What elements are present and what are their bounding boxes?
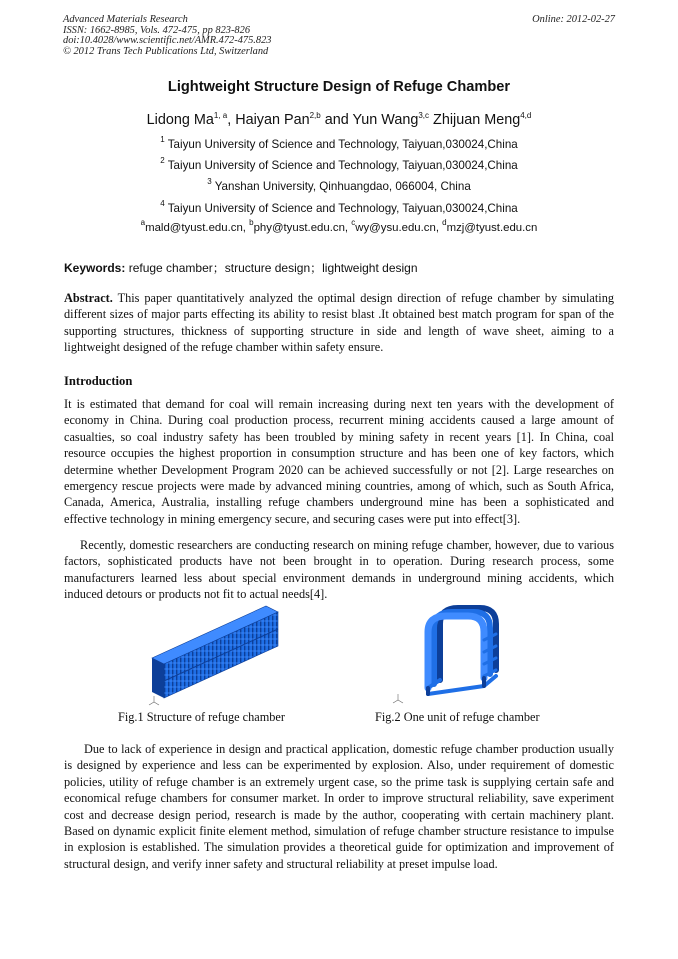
online-date: Online: 2012-02-27 — [532, 14, 615, 25]
affiliation-num: 4 — [160, 199, 165, 208]
author-sep: and — [320, 112, 353, 128]
keywords-text: refuge chamber；structure design；lightweight design — [125, 261, 418, 275]
author-name: Lidong Ma — [146, 112, 214, 128]
keywords — [64, 259, 616, 276]
intro-paragraph-2: Recently, domestic researchers are conducting research on mining refuge chamber, however, due to various factors, sophisticated products have not been brought in to operation. During research process, some manufacturers learned less about special environment demands in underground mining accidents, which induced detours or products not fit to actual needs[4]. — [64, 538, 614, 602]
author-name: Zhijuan Meng — [433, 112, 521, 128]
axis-triad-icon — [393, 694, 403, 703]
abstract-text: This paper quantitatively analyzed the optimal design direction of refuge chamber by simulating different sizes of major parts effecting its ability to resist blast .It obtained best match program for span of the supporting structures, thickness of supporting structure in side and length of wave sheet, aiming to a lightweight designed of the refuge chamber within safety ensure. — [64, 291, 614, 355]
email-link[interactable]: wy@ysu.edu.cn, — [355, 222, 443, 234]
abstract-label: Abstract. — [64, 291, 113, 305]
email-list — [0, 218, 678, 234]
affiliation — [0, 177, 678, 193]
author-sup: 1, a — [213, 111, 228, 120]
chamber-end-face — [152, 658, 164, 698]
email-sup: d — [442, 218, 447, 227]
email-link[interactable]: mzj@tyust.edu.cn — [446, 222, 538, 234]
author-name: Yun Wang — [352, 112, 419, 128]
journal-name: Advanced Materials Research — [63, 14, 188, 25]
figure-2-image — [388, 600, 508, 710]
affiliation — [0, 199, 678, 215]
intro-paragraph-1: It is estimated that demand for coal will remain increasing during next ten years with the development of economy in China. During coal production process, recurrent mining accidents caused a large amount of casualties, so coal industry safety has been troubled by mining safety in recent years [1]. In China, coal resource occupies the highest proportion in consumption structure and has been one of key factors, which determine whether Development Program 2020 can be achieved successfully or not [2]. Large researches on emergency rescue projects were made by advanced mining countries, among of which, such as South Africa, Canada, America, Australia, installing refuge chambers underground mine has been a sophisticated and effective technology in mining emergency secure, and securing cases were put into effect[3]. — [64, 397, 614, 526]
section-heading: Introduction — [64, 374, 133, 388]
affiliation-text: Taiyun University of Science and Technology, Taiyuan,030024,China — [167, 138, 518, 151]
email-link[interactable]: mald@tyust.edu.cn, — [145, 222, 250, 234]
email-sup: b — [249, 218, 254, 227]
author-sep: , — [227, 112, 236, 128]
author-name: Haiyan Pan — [235, 112, 310, 128]
copyright-line: © 2012 Trans Tech Publications Ltd, Switzerland — [63, 45, 269, 57]
figure-2-caption: Fig.2 One unit of refuge chamber — [375, 710, 540, 724]
abstract — [64, 290, 614, 356]
doi-line: doi:10.4028/www.scientific.net/AMR.472-475.823 — [63, 35, 272, 47]
issn-line: ISSN: 1662-8985, Vols. 472-475, pp 823-826 — [63, 24, 251, 36]
email-link[interactable]: phy@tyust.edu.cn, — [253, 222, 352, 234]
email-sup: c — [351, 218, 356, 227]
paper-title: Lightweight Structure Design of Refuge Chamber — [167, 79, 511, 95]
intro-paragraph-3: Due to lack of experience in design and practical application, domestic refuge chamber production usually is designed by experience and less can be experimented by explosion. Also, under requirement of domestic policies, utility of refuge chamber is an extremely urgent case, so the prime task is supplying certain safe and economical refuge chambers for consumer market. In order to improve structural reliability, save experiment cost and decrease design period, research is made by the author, cooperating with certain machinery plant. Based on dynamic explicit finite element method, simulation of refuge chamber structure resistance to impulse in explosion is established. The simulation provides a theoretical guide for optimization and improvement of structural design, and verify inner safety and structural reliability at preset impulse load. — [64, 742, 614, 871]
affiliation-num: 1 — [160, 135, 165, 144]
affiliation — [0, 135, 678, 151]
affiliation-text: Taiyun University of Science and Technology, Taiyuan,030024,China — [167, 159, 518, 172]
author-sup: 4,d — [520, 111, 532, 120]
keywords-label: Keywords: — [64, 261, 126, 275]
figure-1-caption: Fig.1 Structure of refuge chamber — [118, 710, 285, 724]
email-sup: a — [140, 218, 146, 227]
affiliation-text: Taiyun University of Science and Technology, Taiyuan,030024,China — [167, 202, 518, 215]
affiliation-num: 2 — [160, 156, 165, 165]
author-list — [0, 112, 678, 128]
journal-header — [63, 15, 271, 57]
figure-1-image — [140, 600, 300, 710]
affiliation-text: Yanshan University, Qinhuangdao, 066004, China — [214, 180, 471, 193]
author-sup: 3,c — [418, 111, 430, 120]
axis-triad-icon — [149, 696, 159, 705]
author-sup: 2,b — [309, 111, 321, 120]
affiliation — [0, 156, 678, 172]
affiliation-num: 3 — [207, 177, 212, 186]
